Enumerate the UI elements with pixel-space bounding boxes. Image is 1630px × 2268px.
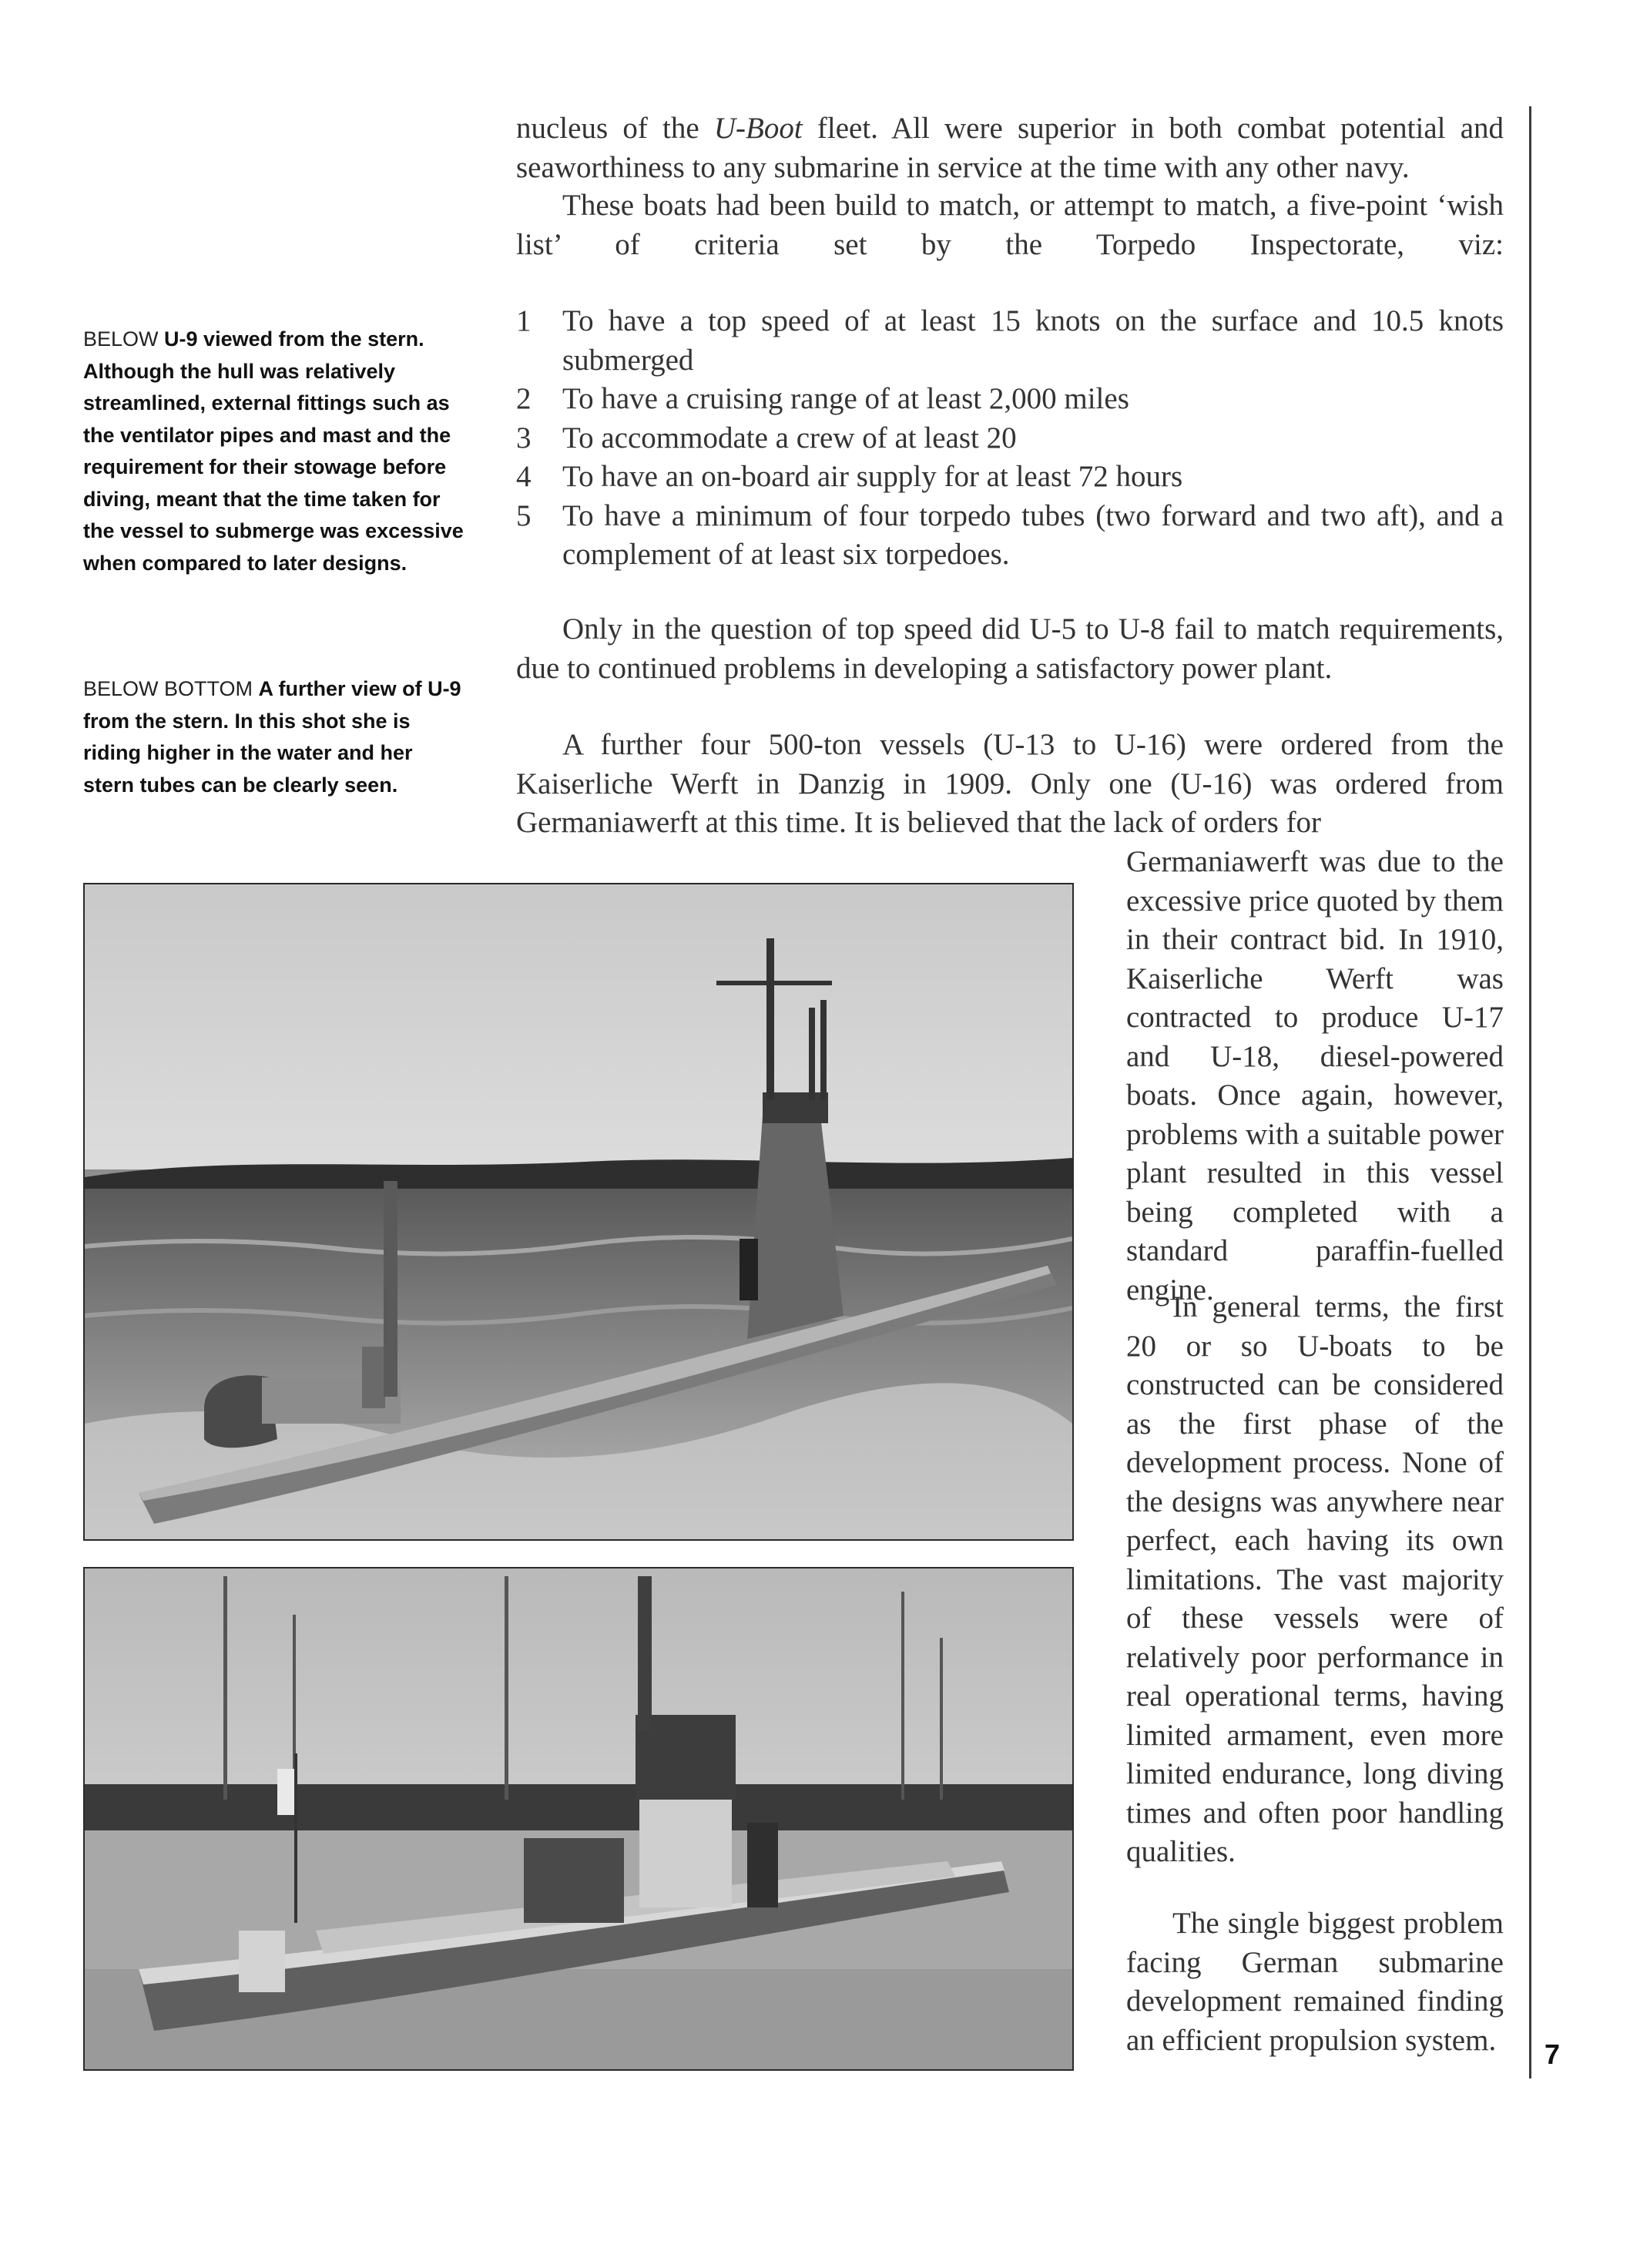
submarine-photo-illustration [85, 1568, 1072, 2069]
caption-tag: BELOW BOTTOM [83, 677, 253, 700]
page-number: 7 [1544, 2038, 1561, 2070]
photo-u9-stern-harbour [83, 1567, 1074, 2071]
list-text: To have an on-board air supply for at least 72 hours [562, 460, 1183, 493]
column-rule [1529, 106, 1531, 2078]
criteria-list [516, 302, 1504, 575]
list-text: To have a top speed of at least 15 knots on the surface and 10.5 knots submerged [562, 304, 1504, 377]
body-paragraph-continued: Germaniawerft was due to the excessive price quoted by them in their contract bid. In 1910, Kaiserliche Werft was contracted to produce U-17 and U-18, diesel-powered boats. Once again, however, problems with a suitable power plant resulted in this vessel being completed with a standard paraffin-fuelled engine. [1126, 845, 1504, 1307]
photo-caption-below-bottom [83, 673, 467, 801]
text-run: fleet. All were superior in both combat potential and seaworthiness to any submarine in service at the time with any other navy. [516, 112, 1504, 184]
caption-tag: BELOW [83, 327, 159, 351]
list-number: 3 [516, 421, 532, 455]
body-paragraph: These boats had been build to match, or attempt to match, a five-point ‘wish list’ of criteria set by the Torpedo Inspectorate, viz: [516, 189, 1504, 261]
body-paragraph: In general terms, the first 20 or so U-boats to be constructed can be considered as the first phase of the development process. None of the designs was anywhere near perfect, each having its own limitations. The vast majority of these vessels were of relatively poor performance in real operational terms, having limited armament, even more limited endurance, long diving times and often poor handling qualities. [1126, 1290, 1504, 1868]
list-item [516, 419, 1504, 458]
body-paragraph: A further four 500-ton vessels (U-13 to U-16) were ordered from the Kaiserliche Werft in Danzig in 1909. Only one (U-16) was ordered from Germaniawerft at this time. It is believed that the lack of orders for [516, 728, 1504, 839]
caption-text: A further view of U-9 from the stern. In this shot she is riding higher in the water and her stern tubes can be clearly seen. [83, 677, 461, 797]
list-number: 4 [516, 460, 532, 493]
body-paragraph [516, 109, 1504, 187]
photo-caption-below [83, 324, 467, 579]
list-number: 2 [516, 382, 532, 415]
italic-term: U-Boot [713, 112, 803, 145]
list-text: To have a minimum of four torpedo tubes (two forward and two aft), and a complement of at least six torpedoes. [562, 498, 1504, 571]
list-text: To have a cruising range of at least 2,000 miles [562, 382, 1129, 415]
list-number: 5 [516, 498, 532, 532]
text-run: nucleus of the [516, 112, 714, 145]
caption-text: U-9 viewed from the stern. Although the hull was relatively streamlined, external fittings such as the ventilator pipes and mast and the requirement for their stowage before diving, meant that the time taken for the vessel to submerge was excessive when compared to later designs. [83, 327, 464, 575]
list-item [516, 380, 1504, 419]
body-paragraph: The single biggest problem facing German submarine development remained finding an efficient propulsion system. [1126, 1907, 1504, 2057]
list-text: To accommodate a crew of at least 20 [562, 421, 1017, 455]
list-item [516, 302, 1504, 380]
photo-u9-stern-underway [83, 883, 1074, 1541]
list-number: 1 [516, 304, 532, 337]
list-item [516, 458, 1504, 497]
submarine-photo-illustration [85, 884, 1072, 1539]
list-item [516, 497, 1504, 575]
body-paragraph: Only in the question of top speed did U-5 to U-8 fail to match requirements, due to continued problems in developing a satisfactory power plant. [516, 612, 1504, 685]
